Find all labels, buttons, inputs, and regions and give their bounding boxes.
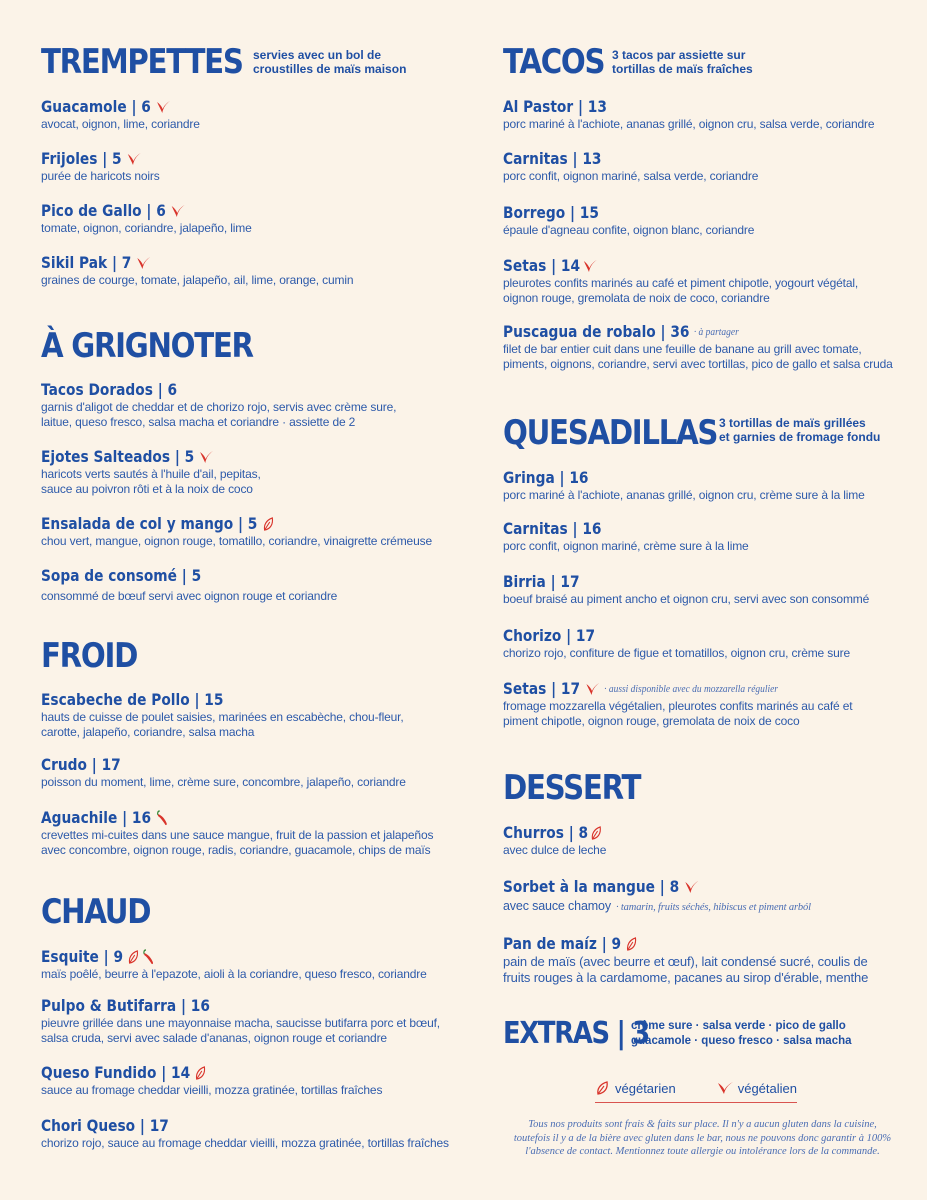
item-name <box>503 572 580 592</box>
menu-item <box>41 149 461 184</box>
item-description: épaule d'agneau confite, oignon blanc, coriandre <box>503 223 755 237</box>
description-line: piment chipotle, oignon rouge, gremolata de noix de coco <box>503 714 800 728</box>
item-description: chorizo rojo, confiture de figue et tomatillos, oignon cru, crème sure <box>503 646 851 660</box>
section-title: TREMPETTES <box>41 42 243 82</box>
item-description <box>503 954 903 986</box>
item-name <box>503 322 739 342</box>
section-header-trempettes <box>41 42 406 82</box>
vegetarian-icon <box>127 949 141 965</box>
item-name-text: Puscagua de robalo | 36 <box>503 322 690 341</box>
description-line: pieuvre grillée dans une mayonnaise macha, saucisse butifarra porc et bœuf, <box>41 1016 440 1030</box>
menu-item <box>503 877 903 915</box>
item-description: avocat, oignon, lime, coriandre <box>41 117 200 131</box>
item-description <box>41 467 461 497</box>
section-title: TACOS <box>503 42 605 82</box>
item-name <box>503 97 607 117</box>
item-name <box>41 97 171 117</box>
item-name-text: Ensalada de col y mango | 5 <box>41 514 258 533</box>
item-name <box>41 1116 169 1136</box>
item-name <box>503 519 601 539</box>
description-line: crevettes mi-cuites dans une sauce mangue, fruit de la passion et jalapeños <box>41 828 434 842</box>
item-name-text: Carnitas | 13 <box>503 149 602 168</box>
item-name-text: Pulpo & Butifarra | 16 <box>41 996 210 1015</box>
section-header-chaud <box>41 892 168 932</box>
item-name-text: Setas | 17 <box>503 679 581 698</box>
item-name-text: Gringa | 16 <box>503 468 589 487</box>
item-description: tomate, oignon, coriandre, jalapeño, lime <box>41 221 252 235</box>
vegan-icon <box>683 879 698 895</box>
item-name-text: Frijoles | 5 <box>41 149 122 168</box>
legend-label: végétalien <box>737 1080 797 1096</box>
description-line: sauce au poivron rôti et à la noix de coco <box>41 482 253 496</box>
menu-item <box>41 97 461 132</box>
section-title: FROID <box>41 636 138 676</box>
description-line: oignon rouge, gremolata de noix de coco, coriandre <box>503 291 770 305</box>
item-description: maïs poêlé, beurre à l'epazote, aioli à la coriandre, queso fresco, coriandre <box>41 967 427 981</box>
vegan-icon <box>199 449 214 465</box>
description-line: garnis d'aligot de cheddar et de chorizo rojo, servis avec crème sure, <box>41 400 397 414</box>
legend <box>595 1080 797 1103</box>
description-text: avec sauce chamoy <box>503 899 611 913</box>
item-name <box>41 1063 208 1083</box>
section-header-quesadillas <box>503 413 880 453</box>
item-description <box>503 276 903 306</box>
description-line: piments, oignons, coriandre, servi avec tortillas, pico de gallo et salsa cruda <box>503 357 893 371</box>
item-name <box>503 934 639 954</box>
item-name <box>503 203 599 223</box>
description-line: carotte, jalapeño, coriandre, salsa macha <box>41 725 255 739</box>
item-name <box>41 808 169 828</box>
subtitle-line: croustilles de maïs maison <box>253 62 407 76</box>
item-name-text: Escabeche de Pollo | 15 <box>41 690 224 709</box>
section-header-dessert <box>503 768 662 808</box>
item-description: porc confit, oignon mariné, crème sure à la lime <box>503 539 749 553</box>
item-name-text: Al Pastor | 13 <box>503 97 607 116</box>
description-line: haricots verts sautés à l'huile d'ail, pepitas, <box>41 467 261 481</box>
section-title: EXTRAS | 3 <box>503 1016 649 1051</box>
item-description: purée de haricots noirs <box>41 169 160 183</box>
description-line: pleurotes confits marinés au café et piment chipotle, yogourt végétal, <box>503 276 859 290</box>
menu-item <box>503 256 903 306</box>
menu-item <box>503 519 903 554</box>
menu-item <box>41 253 461 288</box>
menu-item <box>41 996 461 1046</box>
item-name <box>41 514 275 534</box>
item-note: · à partager <box>693 326 739 338</box>
vegan-icon <box>170 203 185 219</box>
item-description <box>41 710 461 740</box>
description-line: filet de bar entier cuit dans une feuille de banane au grill avec tomate, <box>503 342 862 356</box>
menu-item <box>41 566 461 604</box>
vegetarian-icon <box>625 936 639 952</box>
item-description: chou vert, mangue, oignon rouge, tomatillo, coriandre, vinaigrette crémeuse <box>41 534 432 548</box>
extras-line: guacamole · queso fresco · salsa macha <box>631 1035 852 1047</box>
item-name <box>503 877 699 897</box>
item-description: sauce au fromage cheddar vieilli, mozza gratinée, tortillas fraîches <box>41 1083 383 1097</box>
menu-item <box>503 679 903 729</box>
section-subtitle <box>719 416 880 444</box>
extras-list <box>631 1019 852 1049</box>
menu-item <box>41 447 461 497</box>
section-subtitle <box>612 48 753 76</box>
item-name-text: Churros | 8 <box>503 823 589 842</box>
legend-vegan <box>716 1080 797 1096</box>
menu-item <box>503 572 903 607</box>
item-description <box>503 899 903 915</box>
legend-label: végétarien <box>615 1080 676 1096</box>
menu-item <box>41 1116 461 1151</box>
vegan-icon <box>716 1080 734 1096</box>
item-name-text: Birria | 17 <box>503 572 580 591</box>
item-description: porc mariné à l'achiote, ananas grillé, oignon cru, salsa verde, coriandre <box>503 117 875 131</box>
item-description <box>41 1016 461 1046</box>
section-title: QUESADILLAS <box>503 413 718 453</box>
subtitle-line: 3 tortillas de maïs grillées <box>719 416 866 430</box>
menu-item <box>503 468 903 503</box>
disclaimer-line: toutefois il y a de la bière avec gluten dans le bar, nous ne pouvons donc garantir à 100% <box>513 1132 892 1144</box>
description-line: avec concombre, oignon rouge, radis, coriandre, guacamole, chips de maïs <box>41 843 431 857</box>
menu-item <box>41 947 461 982</box>
item-name-text: Chorizo | 17 <box>503 626 596 645</box>
item-name <box>503 823 604 843</box>
vegetarian-icon <box>194 1065 208 1081</box>
item-name-text: Sikil Pak | 7 <box>41 253 132 272</box>
menu-item <box>41 690 461 740</box>
item-name-text: Crudo | 17 <box>41 755 121 774</box>
menu-item <box>41 201 461 236</box>
item-description: boeuf braisé au piment ancho et oignon cru, servi avec son consommé <box>503 592 870 606</box>
item-name-text: Pico de Gallo | 6 <box>41 201 166 220</box>
item-name-text: Chori Queso | 17 <box>41 1116 169 1135</box>
item-name-text: Queso Fundido | 14 <box>41 1063 191 1082</box>
item-description <box>41 400 461 430</box>
item-name-text: Borrego | 15 <box>503 203 599 222</box>
item-note: · aussi disponible avec du mozzarella régulier <box>604 683 778 695</box>
section-title: CHAUD <box>41 892 151 932</box>
item-name <box>41 755 121 775</box>
vegetarian-icon <box>595 1080 611 1096</box>
item-name <box>503 468 588 488</box>
extras-line: crème sure · salsa verde · pico de gallo <box>631 1020 846 1032</box>
item-description: poisson du moment, lime, crème sure, concombre, jalapeño, coriandre <box>41 775 406 789</box>
vegan-icon <box>155 99 170 115</box>
item-name <box>503 149 601 169</box>
item-name-text: Setas | 14 <box>503 256 581 275</box>
menu-item <box>41 514 461 549</box>
item-name <box>41 447 214 467</box>
allergy-disclaimer <box>505 1118 900 1159</box>
section-header-grignoter <box>41 326 287 366</box>
description-line: fromage mozzarella végétalien, pleurotes confits marinés au café et <box>503 699 853 713</box>
item-name-text: Pan de maíz | 9 <box>503 934 622 953</box>
section-subtitle <box>253 48 406 76</box>
section-header-extras <box>503 1014 852 1054</box>
item-name-text: Ejotes Salteados | 5 <box>41 447 195 466</box>
menu-item <box>41 808 461 858</box>
vegan-icon <box>126 151 141 167</box>
menu-item <box>41 1063 461 1098</box>
item-name <box>41 947 156 967</box>
spicy-icon <box>142 949 156 965</box>
item-name-text: Tacos Dorados | 6 <box>41 380 178 399</box>
description-line: laitue, queso fresco, salsa macha et coriandre · assiette de 2 <box>41 415 356 429</box>
item-name-text: Aguachile | 16 <box>41 808 152 827</box>
item-name <box>503 626 595 646</box>
menu-item <box>503 203 903 238</box>
item-description: avec dulce de leche <box>503 843 607 857</box>
item-name-text: Carnitas | 16 <box>503 519 602 538</box>
item-description <box>41 828 461 858</box>
vegetarian-icon <box>590 825 604 841</box>
item-name-text: Sorbet à la mangue | 8 <box>503 877 680 896</box>
item-name-text: Sopa de consomé | 5 <box>41 566 202 585</box>
vegan-icon <box>582 258 597 274</box>
vegan-icon <box>584 681 599 697</box>
menu-item <box>503 823 903 858</box>
item-description: chorizo rojo, sauce au fromage cheddar vieilli, mozza gratinée, tortillas fraîches <box>41 1136 449 1150</box>
menu-item <box>503 934 903 986</box>
section-title: DESSERT <box>503 768 641 808</box>
section-title: À GRIGNOTER <box>41 326 253 366</box>
menu-item <box>503 97 903 132</box>
item-name <box>41 566 201 586</box>
section-header-tacos <box>503 42 753 82</box>
spicy-icon <box>155 810 169 826</box>
menu-item <box>41 755 461 790</box>
item-name-text: Guacamole | 6 <box>41 97 151 116</box>
legend-vegetarian <box>595 1080 676 1096</box>
subtitle-line: et garnies de fromage fondu <box>719 430 881 444</box>
item-note: · tamarin, fruits séchés, hibiscus et piment arból <box>615 902 811 913</box>
item-name <box>41 253 151 273</box>
item-name <box>503 679 778 699</box>
item-name <box>41 201 186 221</box>
menu-item <box>503 626 903 661</box>
subtitle-line: tortillas de maïs fraîches <box>612 62 753 76</box>
vegetarian-icon <box>262 516 276 532</box>
item-description: porc mariné à l'achiote, ananas grillé, oignon cru, crème sure à la lime <box>503 488 865 502</box>
item-description <box>503 342 903 372</box>
disclaimer-line: Tous nos produits sont frais & faits sur place. Il n'y a aucun gluten dans la cuisine, <box>528 1119 877 1130</box>
disclaimer-line: l'absence de contact. Mentionnez toute allergie ou intolérance lors de la commande. <box>525 1146 880 1157</box>
item-name <box>41 690 223 710</box>
vegan-icon <box>136 255 151 271</box>
item-name <box>41 996 210 1016</box>
menu-item <box>503 149 903 184</box>
item-description: graines de courge, tomate, jalapeño, ail, lime, orange, cumin <box>41 273 354 287</box>
description-line: hauts de cuisse de poulet saisies, marinées en escabèche, chou-fleur, <box>41 710 404 724</box>
item-name <box>41 380 177 400</box>
item-description <box>503 699 903 729</box>
section-header-froid <box>41 636 153 676</box>
menu-item <box>41 380 461 430</box>
description-line: pain de maïs (avec beurre et œuf), lait condensé sucré, coulis de <box>503 954 868 969</box>
menu-item <box>503 322 903 372</box>
subtitle-line: 3 tacos par assiette sur <box>612 48 746 62</box>
item-description: consommé de bœuf servi avec oignon rouge et coriandre <box>41 589 338 603</box>
description-line: fruits rouges à la cardamome, pacanes au sirop d'érable, menthe <box>503 970 869 985</box>
description-line: salsa cruda, servi avec salade d'ananas, oignon rouge et coriandre <box>41 1031 387 1045</box>
item-name-text: Esquite | 9 <box>41 947 124 966</box>
subtitle-line: servies avec un bol de <box>253 48 382 62</box>
item-name <box>503 256 597 276</box>
item-name <box>41 149 141 169</box>
item-description: porc confit, oignon mariné, salsa verde, coriandre <box>503 169 759 183</box>
